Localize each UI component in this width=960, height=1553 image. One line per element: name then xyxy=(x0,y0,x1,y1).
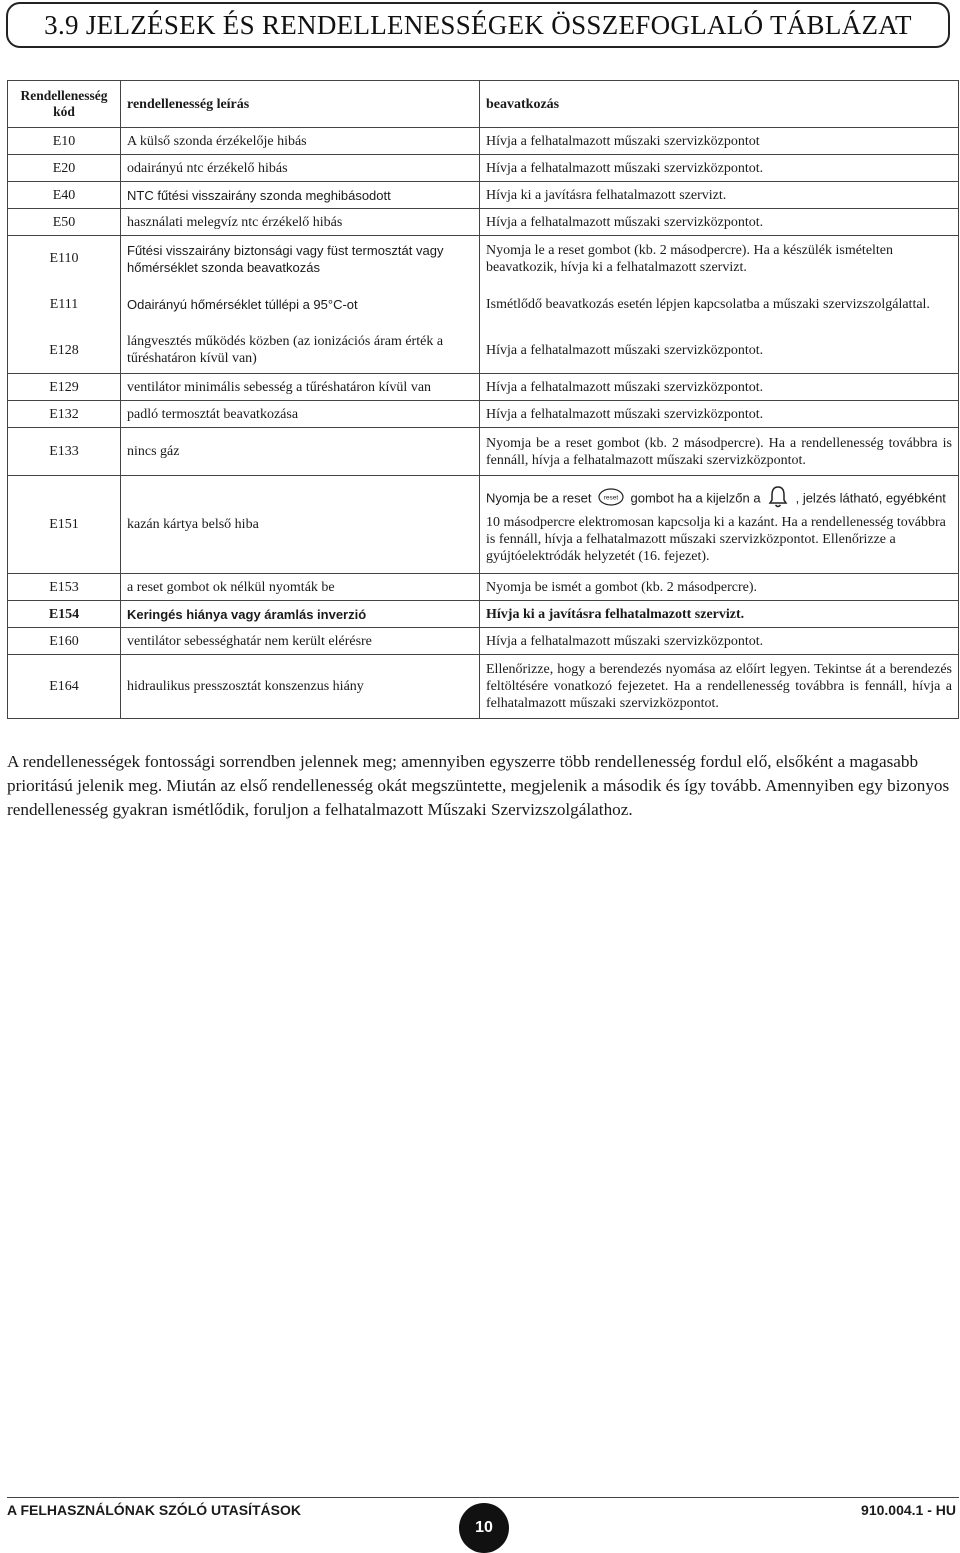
row-description: ventilátor sebességhatár nem került elérésre xyxy=(121,628,480,655)
row-description: hidraulikus presszosztát konszenzus hiány xyxy=(121,655,480,719)
header-description: rendellenesség leírás xyxy=(121,81,480,128)
row-description: padló termosztát beavatkozása xyxy=(121,401,480,428)
page-title: 3.9 JELZÉSEK ÉS RENDELLENESSÉGEK ÖSSZEFOGLALÓ TÁBLÁZAT xyxy=(44,9,912,40)
row-code: E160 xyxy=(8,628,121,655)
table-header-row xyxy=(8,81,959,128)
row-code: E128 xyxy=(8,328,121,374)
row-action: Ismétlődő beavatkozás esetén lépjen kapcsolatba a műszaki szervizszolgálattal. xyxy=(480,282,959,328)
table-row xyxy=(8,655,959,719)
reset-button-icon xyxy=(598,488,624,511)
row-action: Hívja a felhatalmazott műszaki szervizközpontot. xyxy=(480,401,959,428)
row-code: E10 xyxy=(8,128,121,155)
row-code: E132 xyxy=(8,401,121,428)
action-text-part: Nyomja be a reset xyxy=(486,490,592,506)
row-description: ventilátor minimális sebesség a tűréshatáron kívül van xyxy=(121,374,480,401)
info-paragraph xyxy=(7,750,959,822)
row-description: Keringés hiánya vagy áramlás inverzió xyxy=(121,601,480,628)
row-code: E111 xyxy=(8,282,121,328)
header-code: Rendellenesség kód xyxy=(8,81,121,128)
row-action: Hívja a felhatalmazott műszaki szervizközpontot xyxy=(480,128,959,155)
row-code: E151 xyxy=(8,476,121,574)
table-row xyxy=(8,476,959,574)
row-action: Ellenőrizze, hogy a berendezés nyomása az előírt legyen. Tekintse át a berendezés feltöltésére vonatkozó fejezetet. Ha a rendellenesség továbbra is fennáll, hívja a felhatalmazott műszaki szervizközpontot. xyxy=(480,655,959,719)
row-description: A külső szonda érzékelője hibás xyxy=(121,128,480,155)
table-row xyxy=(8,282,959,328)
bell-icon xyxy=(767,485,789,514)
row-action: Hívja a felhatalmazott műszaki szervizközpontot. xyxy=(480,628,959,655)
row-description: Fűtési visszairány biztonsági vagy füst termosztát vagy hőmérséklet szonda beavatkozás xyxy=(121,236,480,282)
table-row xyxy=(8,401,959,428)
row-code: E50 xyxy=(8,209,121,236)
page-number xyxy=(459,1503,509,1553)
row-action: Hívja ki a javításra felhatalmazott szervizt. xyxy=(480,182,959,209)
row-action: Hívja a felhatalmazott műszaki szervizközpontot. xyxy=(480,209,959,236)
table-row xyxy=(8,328,959,374)
row-code: E164 xyxy=(8,655,121,719)
row-description: odairányú ntc érzékelő hibás xyxy=(121,155,480,182)
row-code: E20 xyxy=(8,155,121,182)
row-action: Nyomja be ismét a gombot (kb. 2 másodpercre). xyxy=(480,574,959,601)
footer-doc-code: 910.004.1 - HU xyxy=(861,1502,956,1518)
table-row xyxy=(8,209,959,236)
row-description: NTC fűtési visszairány szonda meghibásodott xyxy=(121,182,480,209)
row-code: E154 xyxy=(8,601,121,628)
row-description: használati melegvíz ntc érzékelő hibás xyxy=(121,209,480,236)
table-row xyxy=(8,374,959,401)
action-text-part: gombot ha a kijelzőn a xyxy=(630,490,761,506)
row-description: nincs gáz xyxy=(121,428,480,476)
row-code: E40 xyxy=(8,182,121,209)
row-code: E133 xyxy=(8,428,121,476)
row-code: E153 xyxy=(8,574,121,601)
row-description: Odairányú hőmérséklet túllépi a 95°C-ot xyxy=(121,282,480,328)
table-row xyxy=(8,236,959,282)
row-action: Hívja ki a javításra felhatalmazott szervizt. xyxy=(480,601,959,628)
footer-document-title: A FELHASZNÁLÓNAK SZÓLÓ UTASÍTÁSOK xyxy=(7,1502,301,1518)
reset-icon-label: reset xyxy=(603,494,619,501)
action-text-part: , jelzés látható, egyébként xyxy=(795,490,946,506)
title-box xyxy=(6,2,950,48)
row-action: Hívja a felhatalmazott műszaki szervizközpontot. xyxy=(480,374,959,401)
table-row xyxy=(8,155,959,182)
table-row xyxy=(8,428,959,476)
row-action: Nyomja be a reset gombot (kb. 2 másodpercre). Ha a rendellenesség továbbra is fennáll, hívja a felhatalmazott műszaki szervizközpontot. xyxy=(480,428,959,476)
paragraph-text: A rendellenességek fontossági sorrendben jelennek meg; amennyiben egyszerre több rendellenesség fordul elő, elsőként a magasabb prioritású jelenik meg. Miután az első rendellenesség okát megszüntette, megjelenik a második és így tovább. Amennyiben egy bizonyos rendellenesség gyakran ismétlődik, foruljon a felhatalmazott Műszaki Szervizszolgálathoz. xyxy=(7,752,950,819)
table-row xyxy=(8,128,959,155)
row-code: E110 xyxy=(8,236,121,282)
row-code: E129 xyxy=(8,374,121,401)
header-action: beavatkozás xyxy=(480,81,959,128)
row-description: a reset gombot ok nélkül nyomták be xyxy=(121,574,480,601)
row-action xyxy=(480,476,959,574)
table-row xyxy=(8,574,959,601)
table-row xyxy=(8,182,959,209)
footer-divider xyxy=(7,1497,959,1498)
row-action: Hívja a felhatalmazott műszaki szervizközpontot. xyxy=(480,155,959,182)
row-description: lángvesztés működés közben (az ionizációs áram érték a tűréshatáron kívül van) xyxy=(121,328,480,374)
page-number-text: 10 xyxy=(475,1519,493,1536)
action-text-part: 10 másodpercre elektromosan kapcsolja ki a kazánt. Ha a rendellenesség továbbra is fennáll, hívja a felhatalmazott műszaki szervizközpontot. Ellenőrizze a gyújtóelektródák helyzetét (16. fejezet). xyxy=(486,514,946,564)
row-description: kazán kártya belső hiba xyxy=(121,476,480,574)
row-action: Nyomja le a reset gombot (kb. 2 másodpercre). Ha a készülék ismételten beavatkozik, hívja ki a felhatalmazott szervizt. xyxy=(480,236,959,282)
row-action: Hívja a felhatalmazott műszaki szervizközpontot. xyxy=(480,328,959,374)
table-row xyxy=(8,628,959,655)
error-code-table xyxy=(7,80,959,719)
table-row xyxy=(8,601,959,628)
